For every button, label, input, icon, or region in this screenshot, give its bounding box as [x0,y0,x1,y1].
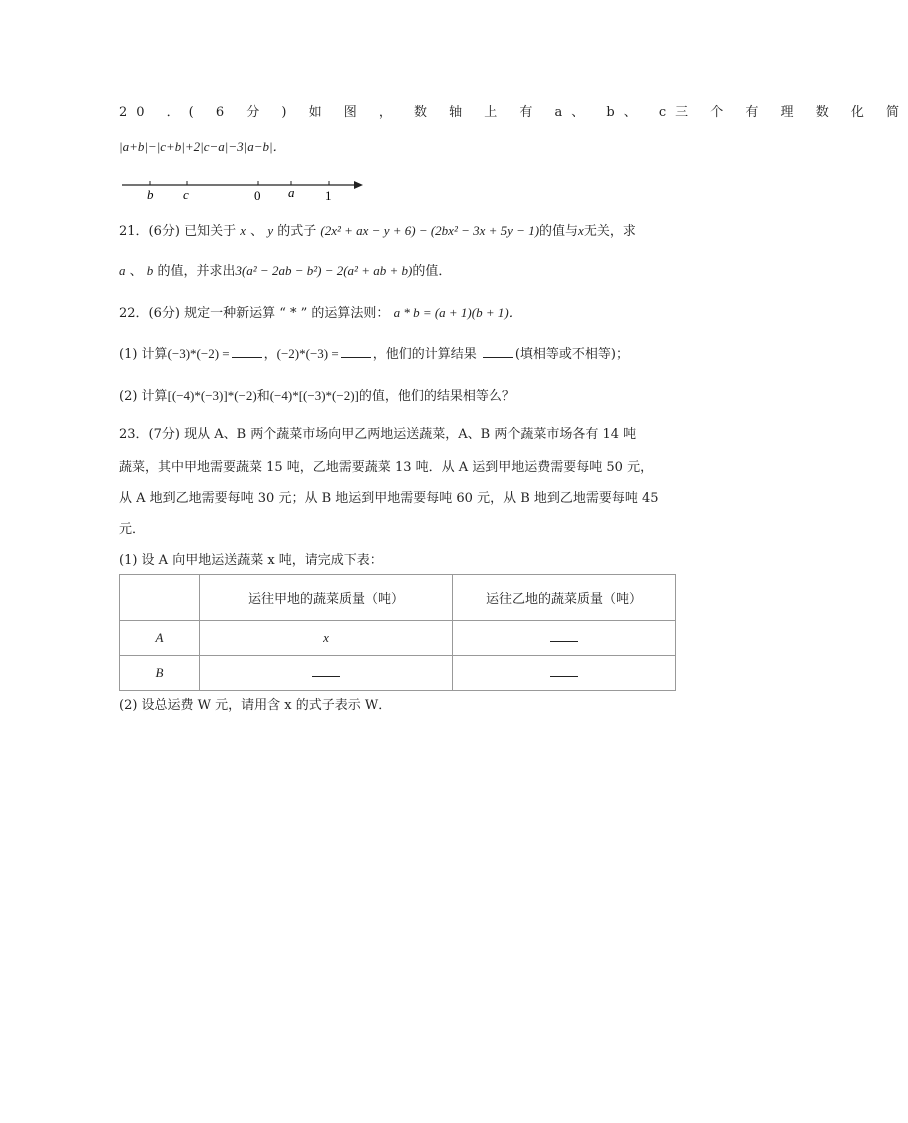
q21-expression1: (2x² + ax − y + 6) − (2bx² − 3x + 5y − 1) [320,223,540,238]
table-row [120,656,676,691]
q21-text-a: 21．(6分) 已知关于 [119,224,237,239]
header-cell-empty [120,575,200,621]
cell-b-jia[interactable] [200,656,453,691]
q20-line1 [119,104,908,122]
row-label-b: B [120,656,200,691]
header-cell-yi: 运往乙地的蔬菜质量（吨） [453,575,676,621]
q23-part1: (1) 设 A 向甲地运送蔬菜 x 吨，请完成下表： [119,553,383,568]
q23-line1: 23．(7分) 现从 A、B 两个蔬菜市场向甲乙两地运送蔬菜，A、B 两个蔬菜市场各有 14 吨 [119,427,637,442]
answer-blank[interactable] [341,345,371,358]
header-cell-jia: 运往甲地的蔬菜质量（吨） [200,575,453,621]
var-y: y [267,223,274,238]
answer-blank[interactable] [550,668,578,677]
label-c: c [183,187,189,202]
table-row [120,621,676,656]
q22-rule: a * b = (a + 1)(b + 1)． [393,305,522,320]
q21-text-b: 的式子 [277,224,317,239]
q20-expression: |a+b|−|c+b|+2|c−a|−3|a−b|． [119,139,286,154]
label-zero: 0 [254,188,261,203]
transport-table [119,574,676,691]
q22-p1-text: (1) 计算 [119,347,168,362]
table-header-row [120,575,676,621]
label-one: 1 [325,188,332,203]
q21-expression2: 3(a² − 2ab − b²) − 2(a² + ab + b) [235,263,413,278]
cell-b-yi[interactable] [453,656,676,691]
q22-p2-text2: 的值，他们的结果相等么？ [358,389,515,404]
q20-text: 20 ．( 6 分 ) 如 图 ， 数 轴 上 有 a、 b、 c三 个 有 理 数 化 简 [119,105,908,120]
cell-a-jia: x [200,621,453,656]
q23-line2: 蔬菜，其中甲地需要蔬菜 15 吨，乙地需要蔬菜 13 吨．从 A 运到甲地运费需要每吨 50 元， [119,460,654,475]
label-b: b [147,187,154,202]
q23-line4: 元． [119,522,146,537]
answer-blank[interactable] [550,633,578,642]
q22-p1-expr1: (−3)*(−2) = [167,346,230,361]
answer-blank[interactable] [232,345,262,358]
q22-p1-text2: ，他们的计算结果 [372,347,477,362]
q21-text-c: 的值与 [539,224,579,239]
answer-blank[interactable] [483,345,513,358]
q21-sep: 、 [250,224,264,239]
q22-p1-expr2: (−2)*(−3) = [276,346,339,361]
q22-part2 [119,387,515,406]
label-a: a [288,185,295,200]
answer-blank[interactable] [312,668,340,677]
q22-p1-text3: (填相等或不相等)； [514,347,630,362]
q22-p2-expr1: [(−4)*(−3)]*(−2) [167,388,257,403]
q22-p2-text: (2) 计算 [119,389,168,404]
q22-part1 [119,345,629,364]
q21-line1 [119,222,636,241]
var-x: x [240,223,247,238]
q22-line1 [119,304,522,323]
q22-p1-sep: ， [263,347,277,362]
q22-text: 22．(6分) 规定一种新运算 “ * ” 的运算法则： [119,306,390,321]
var-b: b [146,263,154,278]
row-label-a: A [120,621,200,656]
var-x-2: x [578,223,584,238]
q22-p2-and: 和 [256,389,270,404]
var-a: a [119,263,126,278]
q21-text-d: 无关，求 [583,224,636,239]
q21-sep2: 、 [129,264,143,279]
q23-part2: (2) 设总运费 W 元，请用含 x 的式子表示 W． [119,698,392,713]
number-line [119,172,369,206]
cell-a-yi[interactable] [453,621,676,656]
q21-line2 [119,262,451,281]
q21-text-f: 的值． [412,264,452,279]
q23-line3: 从 A 地到乙地需要每吨 30 元；从 B 地运到甲地需要每吨 60 元，从 B 地到乙地需要每吨 45 [119,491,659,506]
q22-p2-expr2: (−4)*[(−3)*(−2)] [269,388,359,403]
q21-text-e: 的值，并求出 [157,264,236,279]
